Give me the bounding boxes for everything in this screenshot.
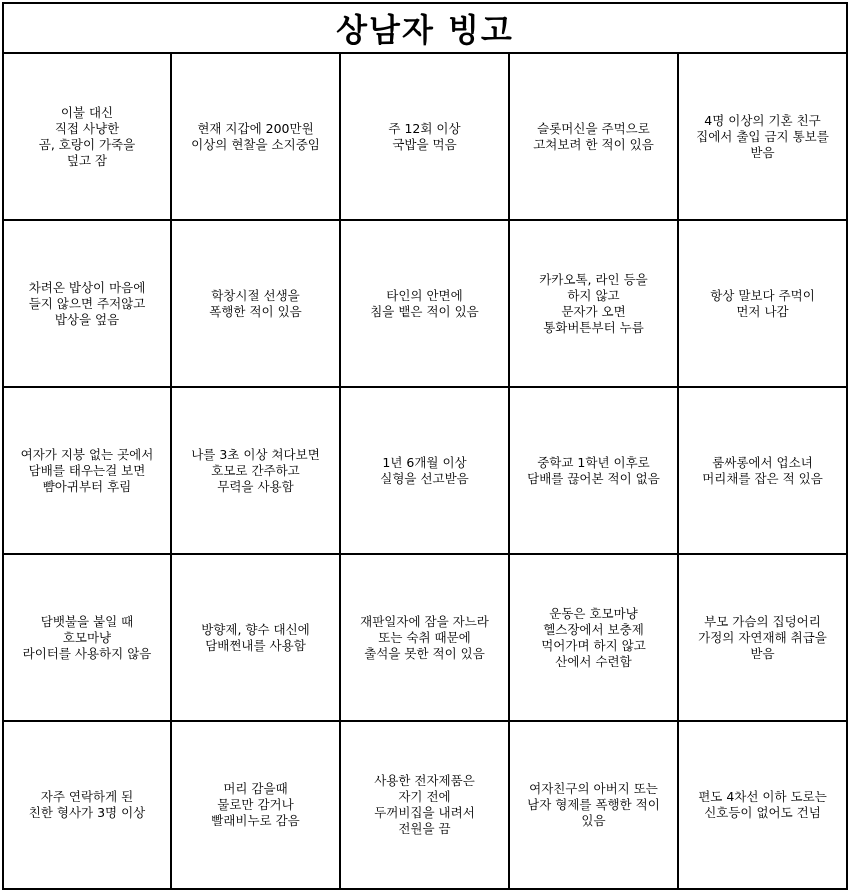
bingo-cell-r3c4: 중학교 1학년 이후로 담배를 끊어본 적이 없음: [510, 388, 679, 555]
bingo-cell-r4c1: 담뱃불을 붙일 때 호모마냥 라이터를 사용하지 않음: [4, 555, 172, 722]
bingo-cell-r3c5: 룸싸롱에서 업소녀 머리채를 잡은 적 있음: [679, 388, 846, 555]
bingo-cell-r1c5: 4명 이상의 기혼 친구 집에서 출입 금지 통보를 받음: [679, 54, 846, 221]
bingo-cell-r2c1: 차려온 밥상이 마음에 들지 않으면 주저않고 밥상을 엎음: [4, 221, 172, 388]
bingo-cell-r2c3: 타인의 안면에 침을 뱉은 적이 있음: [341, 221, 510, 388]
page-title: 상남자 빙고: [4, 4, 846, 54]
bingo-cell-r5c4: 여자친구의 아버지 또는 남자 형제를 폭행한 적이 있음: [510, 722, 679, 888]
bingo-cell-r1c2: 현재 지갑에 200만원 이상의 현찰을 소지중임: [172, 54, 341, 221]
bingo-cell-r4c4: 운동은 호모마냥 헬스장에서 보충제 먹어가며 하지 않고 산에서 수련함: [510, 555, 679, 722]
bingo-cell-r5c1: 자주 연락하게 된 친한 형사가 3명 이상: [4, 722, 172, 888]
bingo-cell-r2c4: 카카오톡, 라인 등을 하지 않고 문자가 오면 통화버튼부터 누름: [510, 221, 679, 388]
bingo-cell-r3c3: 1년 6개월 이상 실형을 선고받음: [341, 388, 510, 555]
bingo-cell-r5c5: 편도 4차선 이하 도로는 신호등이 없어도 건넘: [698, 789, 827, 820]
bingo-board: [2, 2, 848, 890]
bingo-cell-r4c3: 재판일자에 잠을 자느라 또는 숙취 때문에 출석을 못한 적이 있음: [341, 555, 510, 722]
bingo-cell-r1c4: 슬롯머신을 주먹으로 고쳐보려 한 적이 있음: [510, 54, 679, 221]
bingo-cell-r4c5: 부모 가슴의 집덩어리 가정의 자연재해 취급을 받음: [679, 555, 846, 722]
bingo-cell-r2c2: 학창시절 선생을 폭행한 적이 있음: [172, 221, 341, 388]
bingo-cell-r3c1: 여자가 지붕 없는 곳에서 담배를 태우는걸 보면 뺨아귀부터 후림: [4, 388, 172, 555]
bingo-grid: [4, 54, 846, 888]
bingo-cell-r5c3: 사용한 전자제품은 자기 전에 두꺼비집을 내려서 전원을 끔: [341, 722, 510, 888]
bingo-cell-r2c5: 항상 말보다 주먹이 먼저 나감: [679, 221, 846, 388]
bingo-cell-r4c2: 방향제, 향수 대신에 담배쩐내를 사용함: [172, 555, 341, 722]
bingo-cell-r1c3: 주 12회 이상 국밥을 먹음: [341, 54, 510, 221]
bingo-cell-r3c2: 나를 3초 이상 쳐다보면 호모로 간주하고 무력을 사용함: [172, 388, 341, 555]
bingo-cell-r1c1: 이불 대신 직접 사냥한 곰, 호랑이 가죽을 덮고 잠: [4, 54, 172, 221]
bingo-cell-r5c2: 머리 감을때 물로만 감거나 빨래비누로 감음: [172, 722, 341, 888]
